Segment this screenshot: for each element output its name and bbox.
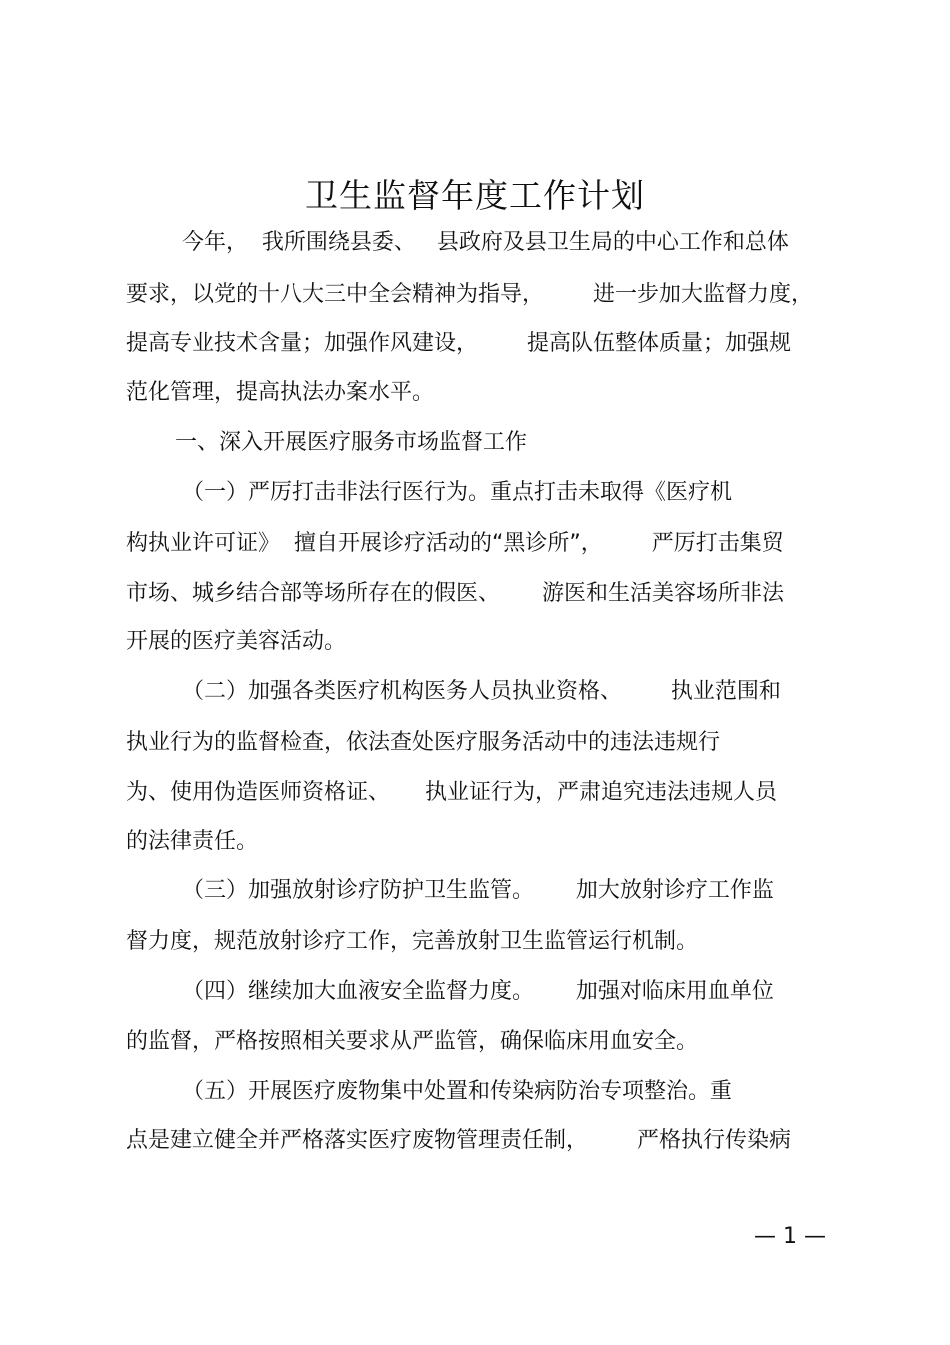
text-line: 范化管理，提高执法办案水平。 [126, 380, 435, 405]
text-line: （三）加强放射诊疗防护卫生监管。 加大放射诊疗工作监 [126, 878, 774, 903]
text-line: （四）继续加大血液安全监督力度。 加强对临床用血单位 [126, 979, 774, 1004]
text-line: （二）加强各类医疗机构医务人员执业资格、 执业范围和 [126, 679, 781, 704]
text-line: （一）严厉打击非法行医行为。重点打击未取得《医疗机 [126, 480, 732, 505]
text-line: 的监督，严格按照相关要求从严监管，确保临床用血安全。 [126, 1029, 699, 1054]
text-line: 要求，以党的十八大三中全会精神为指导， 进一步加大监督力度， [126, 282, 813, 307]
text-line: 市场、城乡结合部等场所存在的假医、 游医和生活美容场所非法 [126, 581, 784, 606]
text-line: 提高专业技术含量；加强作风建设， 提高队伍整体质量；加强规 [126, 331, 791, 356]
text-line: 执业行为的监督检查，依法查处医疗服务活动中的违法违规行 [126, 730, 721, 755]
section-heading: 一、深入开展医疗服务市场监督工作 [126, 430, 527, 455]
page-number: — 1 — [754, 1224, 826, 1249]
text-line: 构执业许可证》 擅自开展诊疗活动的“黑诊所”， 严厉打击集贸 [126, 531, 784, 556]
text-line: 为、使用伪造医师资格证、 执业证行为，严肃追究违法违规人员 [126, 780, 777, 805]
text-line: （五）开展医疗废物集中处置和传染病防治专项整治。重 [126, 1079, 732, 1104]
text-line: 今年， 我所围绕县委、 县政府及县卫生局的中心工作和总体 [126, 230, 789, 255]
text-line: 督力度，规范放射诊疗工作，完善放射卫生监管运行机制。 [126, 929, 699, 954]
text-line: 的法律责任。 [126, 829, 259, 854]
document-title: 卫生监督年度工作计划 [305, 176, 645, 215]
text-line: 开展的医疗美容活动。 [126, 629, 347, 654]
text-line: 点是建立健全并严格落实医疗废物管理责任制， 严格执行传染病 [126, 1128, 791, 1153]
